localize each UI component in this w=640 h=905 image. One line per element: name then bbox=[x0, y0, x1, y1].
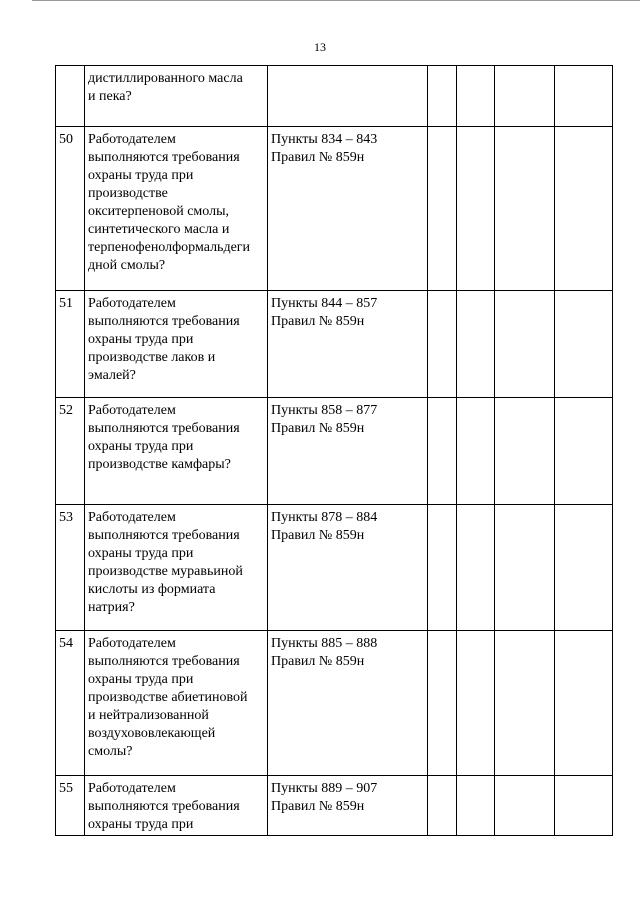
reference-cell: Пункты 878 – 884 Правил № 859н bbox=[268, 505, 428, 631]
table-row bbox=[56, 631, 613, 776]
table-row bbox=[56, 127, 613, 291]
notes-cell[interactable] bbox=[555, 398, 613, 505]
notes-cell[interactable] bbox=[555, 631, 613, 776]
answer-no-cell[interactable] bbox=[457, 631, 495, 776]
answer-yes-cell[interactable] bbox=[428, 291, 457, 398]
requirement-cell: Работодателем выполняются требования охраны труда при производстве абиетиновой и нейтрализованной воздухововлекающей смолы? bbox=[85, 631, 268, 776]
notes-cell[interactable] bbox=[555, 505, 613, 631]
checklist-table bbox=[55, 65, 613, 836]
row-number-cell: 50 bbox=[56, 127, 85, 291]
row-number-cell: 51 bbox=[56, 291, 85, 398]
notes-cell[interactable] bbox=[555, 127, 613, 291]
notes-cell[interactable] bbox=[555, 66, 613, 127]
answer-yes-cell[interactable] bbox=[428, 631, 457, 776]
reference-cell: Пункты 844 – 857 Правил № 859н bbox=[268, 291, 428, 398]
notes-cell[interactable] bbox=[555, 291, 613, 398]
table-row bbox=[56, 505, 613, 631]
page-top-edge-line bbox=[32, 0, 640, 1]
answer-no-cell[interactable] bbox=[457, 398, 495, 505]
row-number-cell: 54 bbox=[56, 631, 85, 776]
answer-na-cell[interactable] bbox=[495, 291, 555, 398]
table-row bbox=[56, 776, 613, 836]
requirement-cell: Работодателем выполняются требования охраны труда при производстве окситерпеновой смолы, синтетического масла и терпенофенолформальдеги дной смолы? bbox=[85, 127, 268, 291]
page-number: 13 bbox=[314, 40, 326, 54]
answer-na-cell[interactable] bbox=[495, 127, 555, 291]
notes-cell[interactable] bbox=[555, 776, 613, 836]
answer-na-cell[interactable] bbox=[495, 631, 555, 776]
reference-cell bbox=[268, 66, 428, 127]
answer-na-cell[interactable] bbox=[495, 398, 555, 505]
row-number-cell: 53 bbox=[56, 505, 85, 631]
reference-cell: Пункты 885 – 888 Правил № 859н bbox=[268, 631, 428, 776]
requirement-cell: дистиллированного масла и пека? bbox=[85, 66, 268, 127]
answer-no-cell[interactable] bbox=[457, 291, 495, 398]
reference-cell: Пункты 834 – 843 Правил № 859н bbox=[268, 127, 428, 291]
answer-na-cell[interactable] bbox=[495, 505, 555, 631]
requirement-cell: Работодателем выполняются требования охраны труда при производстве лаков и эмалей? bbox=[85, 291, 268, 398]
reference-cell: Пункты 889 – 907 Правил № 859н bbox=[268, 776, 428, 836]
answer-yes-cell[interactable] bbox=[428, 398, 457, 505]
answer-no-cell[interactable] bbox=[457, 127, 495, 291]
requirement-cell: Работодателем выполняются требования охраны труда при bbox=[85, 776, 268, 836]
row-number-cell: 55 bbox=[56, 776, 85, 836]
answer-yes-cell[interactable] bbox=[428, 505, 457, 631]
answer-na-cell[interactable] bbox=[495, 66, 555, 127]
row-number-cell bbox=[56, 66, 85, 127]
answer-no-cell[interactable] bbox=[457, 66, 495, 127]
table-row bbox=[56, 291, 613, 398]
answer-no-cell[interactable] bbox=[457, 776, 495, 836]
answer-na-cell[interactable] bbox=[495, 776, 555, 836]
answer-yes-cell[interactable] bbox=[428, 66, 457, 127]
answer-no-cell[interactable] bbox=[457, 505, 495, 631]
row-number-cell: 52 bbox=[56, 398, 85, 505]
answer-yes-cell[interactable] bbox=[428, 776, 457, 836]
reference-cell: Пункты 858 – 877 Правил № 859н bbox=[268, 398, 428, 505]
requirement-cell: Работодателем выполняются требования охраны труда при производстве камфары? bbox=[85, 398, 268, 505]
requirement-cell: Работодателем выполняются требования охраны труда при производстве муравьиной кислоты из формиата натрия? bbox=[85, 505, 268, 631]
answer-yes-cell[interactable] bbox=[428, 127, 457, 291]
table-row bbox=[56, 398, 613, 505]
table-row bbox=[56, 66, 613, 127]
